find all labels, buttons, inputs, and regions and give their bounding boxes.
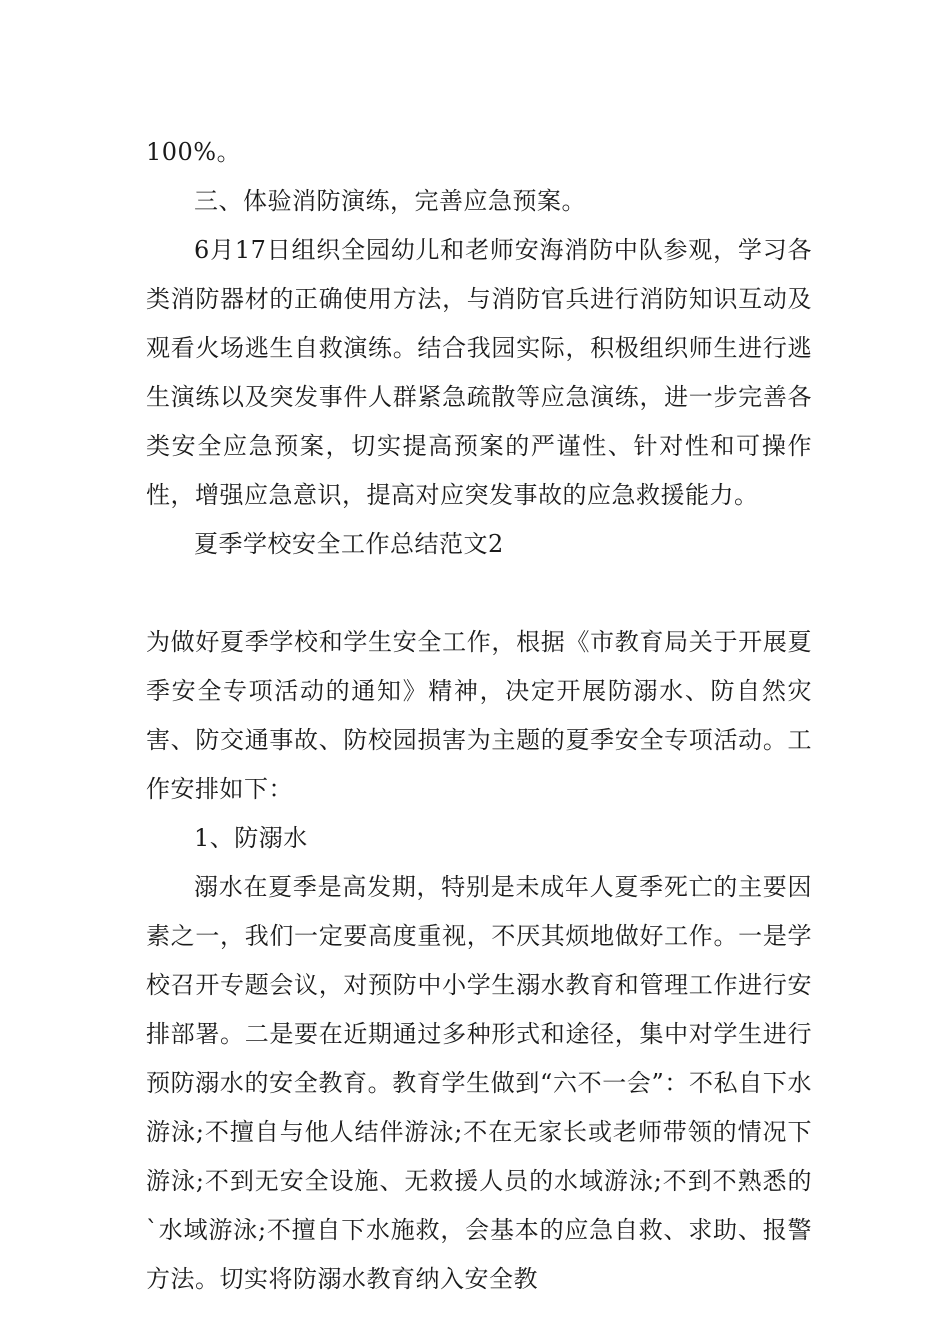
document-title-2: 夏季学校安全工作总结范文2 [194,530,504,558]
document-body [146,128,812,1304]
paragraph-intro: 为做好夏季学校和学生安全工作，根据《市教育局关于开展夏季安全专项活动的通知》精神，决定开展防溺水、防自然灾害、防交通事故、防校园损害为主题的夏季安全专项活动。工作安排如下： [146,628,812,803]
paragraph-drowning: 溺水在夏季是高发期，特别是未成年人夏季死亡的主要因素之一，我们一定要高度重视，不厌其烦地做好工作。一是学校召开专题会议，对预防中小学生溺水教育和管理工作进行安排部署。二是要在近期通过多种形式和途径，集中对学生进行预防溺水的安全教育。教育学生做到“六不一会”：不私自下水游泳;不擅自与他人结伴游泳;不在无家长或老师带领的情况下游泳;不到无安全设施、无救援人员的水域游泳;不到不熟悉的`水域游泳;不擅自下水施救，会基本的应急自救、求助、报警方法。切实将防溺水教育纳入安全教 [146,873,812,1293]
blank-line [146,569,812,618]
section-heading-drowning: 1、防溺水 [194,824,308,852]
paragraph-percent: 100%。 [146,138,242,166]
paragraph-fire-drill: 6月17日组织全园幼儿和老师安海消防中队参观，学习各类消防器材的正确使用方法，与消防官兵进行消防知识互动及观看火场逃生自救演练。结合我园实际，积极组织师生进行逃生演练以及突发事件人群紧急疏散等应急演练，进一步完善各类安全应急预案，切实提高预案的严谨性、针对性和可操作性，增强应急意识，提高对应突发事故的应急救援能力。 [146,236,812,509]
section-heading-fire-drill: 三、体验消防演练，完善应急预案。 [194,187,586,215]
